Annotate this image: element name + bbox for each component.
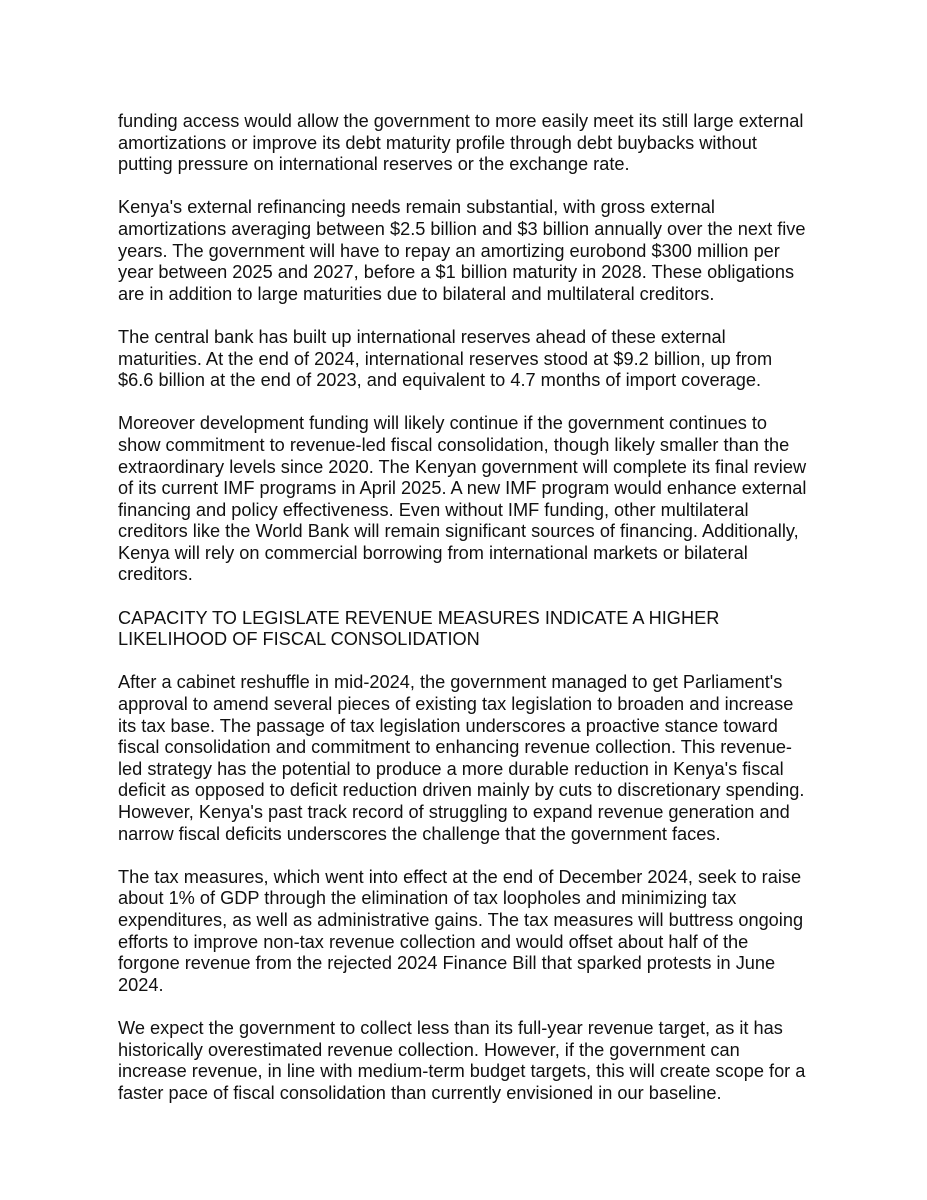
text-line: fiscal consolidation and commitment to enhancing revenue collection. This revenue- [118,737,792,758]
text-line: However, Kenya's past track record of struggling to expand revenue generation and [118,802,790,822]
text-line: historically overestimated revenue collection. However, if the government can [118,1039,740,1060]
text-line: CAPACITY TO LEGISLATE REVENUE MEASURES INDICATE A HIGHER [118,607,720,628]
body-paragraph [118,197,818,305]
text-line: Moreover development funding will likely continue if the government continues to [118,413,768,434]
body-paragraph [118,1018,818,1104]
text-line: We expect the government to collect less than its full-year revenue target, as it has [118,1017,783,1038]
text-line: financing and policy effectiveness. Even without IMF funding, other multilateral [118,499,749,520]
text-line: narrow fiscal deficits underscores the challenge that the government faces. [118,823,721,844]
text-line: efforts to improve non-tax revenue collection and would offset about half of the [118,931,749,952]
text-line: faster pace of fiscal consolidation than currently envisioned in our baseline. [118,1082,722,1103]
text-line: 2024. [118,974,164,995]
text-line: putting pressure on international reserves or the exchange rate. [118,154,630,175]
text-line: expenditures, as well as administrative gains. The tax measures will buttress ongoing [118,909,804,930]
text-line: led strategy has the potential to produce a more durable reduction in Kenya's fiscal [118,758,784,779]
text-line: increase revenue, in line with medium-term budget targets, this will create scope for a [118,1061,806,1082]
text-line: amortizations or improve its debt maturity profile through debt buybacks without [118,132,757,153]
text-line: extraordinary levels since 2020. The Kenyan government will complete its final review [118,456,807,477]
text-line: creditors. [118,564,193,585]
text-line: $6.6 billion at the end of 2023, and equivalent to 4.7 months of import coverage. [118,370,762,391]
text-line: approval to amend several pieces of existing tax legislation to broaden and increase [118,694,794,715]
section-heading [118,608,818,651]
text-line: LIKELIHOOD OF FISCAL CONSOLIDATION [118,629,480,650]
text-line: creditors like the World Bank will remain significant sources of financing. Additionally, [118,521,799,542]
text-line: Kenya's external refinancing needs remain substantial, with gross external [118,197,715,218]
text-line: years. The government will have to repay an amortizing eurobond $300 million per [118,240,780,261]
text-line: about 1% of GDP through the elimination of tax loopholes and minimizing tax [118,888,737,909]
text-line: amortizations averaging between $2.5 billion and $3 billion annually over the next five [118,218,806,239]
text-line: deficit as opposed to deficit reduction driven mainly by cuts to discretionary spending. [118,780,805,801]
text-line: of its current IMF programs in April 2025. A new IMF program would enhance external [118,478,807,499]
body-paragraph [118,413,818,586]
text-line: its tax base. The passage of tax legislation underscores a proactive stance toward [118,715,778,736]
body-paragraph [118,672,818,845]
text-line: Kenya will rely on commercial borrowing from international markets or bilateral [118,542,748,563]
text-line: maturities. At the end of 2024, international reserves stood at $9.2 billion, up from [118,348,773,369]
text-line: show commitment to revenue-led fiscal consolidation, though likely smaller than the [118,434,790,455]
body-paragraph [118,327,818,392]
text-line: forgone revenue from the rejected 2024 Finance Bill that sparked protests in June [118,953,776,974]
text-line: year between 2025 and 2027, before a $1 billion maturity in 2028. These obligations [118,262,795,283]
text-line: are in addition to large maturities due to bilateral and multilateral creditors. [118,283,715,304]
body-paragraph [118,111,818,176]
text-line: The central bank has built up international reserves ahead of these external [118,326,726,347]
text-line: The tax measures, which went into effect at the end of December 2024, seek to raise [118,866,802,887]
text-line: After a cabinet reshuffle in mid-2024, the government managed to get Parliament's [118,672,783,693]
text-line: funding access would allow the government to more easily meet its still large external [118,111,804,131]
document-page [118,111,818,1126]
body-paragraph [118,867,818,997]
